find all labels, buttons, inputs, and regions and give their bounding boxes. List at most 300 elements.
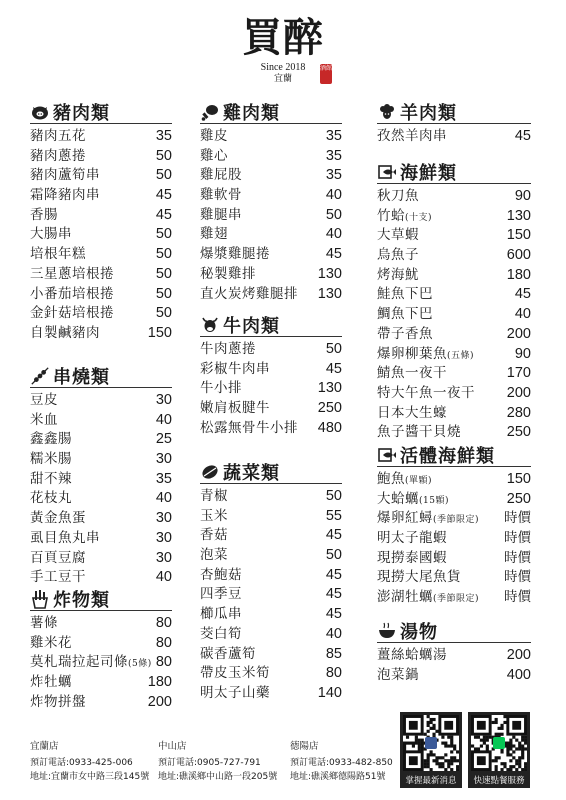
- menu-item-label: 牛肉蔥捲: [200, 341, 256, 357]
- menu-item: [200, 419, 342, 439]
- store-address: 地址:礁溪鄉德陽路51號: [290, 772, 386, 782]
- menu-item-name: [200, 399, 270, 419]
- menu-item-price: 35: [155, 128, 172, 144]
- store-phone: 預訂電話:0905-727-791: [158, 758, 261, 768]
- menu-item-name: [200, 265, 256, 285]
- menu-item-label: 培根年糕: [30, 246, 86, 263]
- menu-item-name: [377, 404, 447, 424]
- menu-item-price: 30: [155, 392, 172, 408]
- menu-item-note: (15顆): [419, 495, 449, 506]
- menu-item: [377, 207, 531, 227]
- skewer-icon: [30, 366, 50, 386]
- menu-item-name: [30, 186, 100, 206]
- menu-item: [377, 568, 531, 588]
- menu-item-price: 30: [155, 529, 172, 546]
- menu-item-name: [200, 507, 228, 527]
- menu-item-name: [30, 166, 100, 186]
- menu-item-label: 直火炭烤雞腿排: [200, 285, 298, 302]
- menu-item: [200, 147, 342, 167]
- section-veg: [200, 460, 342, 704]
- menu-item-label: 豬肉蔥捲: [30, 147, 86, 164]
- menu-item-price: 45: [514, 286, 531, 303]
- section-name: 湯物: [400, 621, 438, 643]
- section-name: 雞肉類: [223, 102, 280, 124]
- menu-item-price: 40: [155, 490, 172, 507]
- menu-item-label: 櫛瓜串: [200, 606, 242, 623]
- menu-item: [377, 305, 531, 325]
- menu-item-name: [377, 529, 447, 549]
- qr-code: [468, 712, 530, 774]
- menu-item-label: 雞腿串: [200, 206, 242, 223]
- lamb-icon: [377, 102, 397, 122]
- menu-item: [200, 546, 342, 566]
- menu-item: [200, 684, 342, 704]
- menu-item-label: 自製鹹豬肉: [30, 324, 100, 341]
- section-title: [200, 460, 342, 484]
- menu-item: [200, 605, 342, 625]
- cow-icon: [200, 315, 220, 335]
- menu-item: [30, 450, 172, 470]
- menu-item-price: 35: [325, 128, 342, 144]
- menu-item-label: 嫩肩板腱牛: [200, 400, 270, 417]
- menu-item: [30, 430, 172, 450]
- menu-item-price: 50: [155, 246, 172, 263]
- menu-item-label: 鯖魚一夜干: [377, 365, 447, 382]
- menu-item: [200, 186, 342, 206]
- menu-item-label: 鑫鑫腸: [30, 431, 72, 448]
- menu-item: [200, 645, 342, 665]
- menu-item-name: [377, 305, 433, 325]
- menu-item: [377, 588, 531, 608]
- menu-item-label: 花枝丸: [30, 490, 72, 507]
- menu-item-label: 牛小排: [200, 380, 242, 397]
- menu-item-price: 50: [155, 167, 172, 184]
- menu-item-name: [30, 634, 72, 654]
- logo-location: 宜蘭: [273, 74, 292, 84]
- menu-item-label: 雞米花: [30, 634, 72, 651]
- menu-item-name: [200, 285, 298, 305]
- menu-item-price: 30: [155, 549, 172, 566]
- menu-item-name: [200, 664, 270, 684]
- menu-item-label: 爆卵紅蟳: [377, 510, 433, 527]
- menu-item-price: 時價: [504, 530, 531, 547]
- menu-item: [30, 304, 172, 324]
- menu-item-price: 45: [325, 586, 342, 603]
- section-title: [377, 619, 531, 643]
- menu-item-label: 雞屁股: [200, 167, 242, 184]
- menu-item: [30, 186, 172, 206]
- menu-item-name: [30, 673, 72, 693]
- menu-item: [377, 187, 531, 207]
- menu-item-label: 現撈泰國蝦: [377, 549, 447, 566]
- menu-item-label: 青椒: [200, 488, 228, 504]
- line-icon: [493, 737, 505, 749]
- menu-item-name: [30, 549, 86, 569]
- menu-item-name: [30, 614, 58, 634]
- menu-item: [30, 391, 172, 411]
- menu-item-price: 150: [506, 471, 531, 487]
- menu-item-label: 糯米腸: [30, 451, 72, 468]
- menu-item-label: 玉米: [200, 507, 228, 524]
- menu-item-label: 雞軟骨: [200, 187, 242, 204]
- logo: [228, 14, 338, 98]
- menu-item-name: [377, 325, 433, 345]
- menu-item: [200, 360, 342, 380]
- menu-item-price: 50: [155, 265, 172, 282]
- menu-item-name: [200, 340, 256, 360]
- section-title: [377, 443, 531, 467]
- menu-item-price: 時價: [504, 589, 531, 606]
- menu-item: [30, 245, 172, 265]
- store-address: 地址:宜蘭市女中路三段145號: [30, 772, 150, 782]
- menu-item-name: [377, 187, 419, 207]
- menu-item-name: [200, 566, 242, 586]
- menu-item-name: [200, 245, 270, 265]
- menu-item: [377, 325, 531, 345]
- menu-item-label: 鮭魚下巴: [377, 286, 433, 303]
- logo-wordmark: 買醉: [242, 14, 324, 61]
- menu-item-price: 150: [506, 227, 531, 244]
- section-soup: [377, 619, 531, 685]
- menu-item-name: [30, 509, 86, 529]
- menu-item-label: 大蛤蠣: [377, 490, 419, 507]
- menu-item-name: [377, 568, 461, 588]
- menu-item-price: 30: [155, 451, 172, 468]
- menu-item-label: 澎湖牡蠣: [377, 589, 433, 606]
- menu-item: [377, 423, 531, 443]
- menu-item: [377, 646, 531, 666]
- menu-item-name: [30, 245, 86, 265]
- section-title: [30, 587, 172, 611]
- menu-item-label: 雞翅: [200, 226, 228, 243]
- menu-item-label: 明太子龍蝦: [377, 530, 447, 547]
- menu-item-price: 50: [155, 226, 172, 243]
- menu-item-name: [30, 450, 72, 470]
- section-live: [377, 443, 531, 608]
- menu-item-price: 130: [317, 265, 342, 282]
- menu-item: [200, 127, 342, 147]
- logo-since: Since 2018: [260, 62, 306, 73]
- menu-item-price: 180: [506, 266, 531, 283]
- qr-line[interactable]: [468, 712, 530, 788]
- menu-item-label: 黃金魚蛋: [30, 510, 86, 527]
- qr-code: [400, 712, 462, 774]
- menu-item: [30, 411, 172, 431]
- menu-item-price: 時價: [504, 549, 531, 566]
- menu-item: [200, 225, 342, 245]
- menu-item-price: 85: [325, 645, 342, 662]
- fish-icon: [377, 445, 397, 465]
- menu-item-note: (單顆): [405, 476, 433, 486]
- menu-item-name: [30, 147, 86, 167]
- menu-item-name: [377, 666, 419, 686]
- menu-item-name: [200, 645, 256, 665]
- menu-item: [30, 634, 172, 654]
- menu-item-label: 豬肉蘆筍串: [30, 167, 100, 184]
- menu-item-name: [200, 166, 242, 186]
- menu-item-name: [200, 186, 242, 206]
- menu-item: [200, 245, 342, 265]
- menu-item-note: (季節限定): [433, 515, 480, 526]
- menu-item-name: [30, 391, 58, 411]
- menu-item: [377, 529, 531, 549]
- menu-item: [200, 399, 342, 419]
- menu-item-name: [30, 430, 72, 450]
- menu-item-price: 50: [325, 206, 342, 223]
- menu-item-price: 50: [155, 147, 172, 164]
- menu-item-name: [377, 470, 432, 492]
- menu-item-name: [377, 646, 447, 666]
- menu-item-label: 秘製雞排: [200, 265, 256, 282]
- menu-item: [377, 364, 531, 384]
- store-address: 地址:礁溪鄉中山路一段205號: [158, 772, 278, 782]
- menu-item-price: 250: [317, 400, 342, 417]
- menu-item-price: 250: [506, 424, 531, 441]
- menu-item-price: 35: [325, 147, 342, 164]
- section-name: 蔬菜類: [223, 462, 280, 484]
- menu-item: [200, 526, 342, 546]
- menu-item-price: 250: [506, 490, 531, 507]
- menu-item-price: 40: [155, 411, 172, 428]
- menu-item-name: [30, 265, 114, 285]
- section-skewer: [30, 364, 172, 588]
- menu-item-label: 百頁豆腐: [30, 549, 86, 566]
- menu-item: [377, 549, 531, 569]
- menu-item-label: 特大午魚一夜干: [377, 384, 475, 401]
- menu-item: [200, 265, 342, 285]
- menu-item-name: [30, 206, 58, 226]
- section-title: [377, 100, 531, 124]
- store-name: 宜蘭店: [30, 741, 59, 752]
- qr-caption: 掌握最新消息: [400, 774, 462, 788]
- chicken-leg-icon: [200, 102, 220, 122]
- menu-item: [200, 206, 342, 226]
- store-zhongshan: [158, 740, 277, 784]
- pig-icon: [30, 102, 50, 122]
- menu-item-name: [377, 588, 479, 610]
- menu-item-name: [377, 226, 419, 246]
- qr-caption: 快速點餐服務: [468, 774, 530, 788]
- menu-item-price: 35: [155, 470, 172, 487]
- menu-item-name: [200, 546, 228, 566]
- menu-item-price: 170: [506, 365, 531, 382]
- menu-item: [200, 664, 342, 684]
- menu-item-name: [377, 345, 474, 367]
- menu-item-name: [30, 489, 72, 509]
- menu-item-name: [30, 693, 86, 713]
- menu-item-label: 豬肉五花: [30, 128, 86, 144]
- menu-item-label: 大腸串: [30, 226, 72, 243]
- menu-item-label: 魚子醬干貝燒: [377, 424, 461, 441]
- section-beef: [200, 313, 342, 438]
- menu-item-label: 秋刀魚: [377, 188, 419, 204]
- menu-item-name: [377, 207, 432, 229]
- menu-item-label: 莫札瑞拉起司條: [30, 654, 128, 671]
- section-title: [30, 364, 172, 388]
- menu-item-name: [30, 304, 114, 324]
- menu-item-price: 200: [506, 647, 531, 663]
- menu-item-name: [200, 684, 270, 704]
- menu-item: [377, 666, 531, 686]
- menu-item-label: 杏鮑菇: [200, 566, 242, 583]
- menu-item-label: 帶子香魚: [377, 325, 433, 342]
- menu-item-price: 50: [325, 341, 342, 357]
- menu-item: [30, 693, 172, 713]
- menu-item-price: 600: [506, 247, 531, 264]
- menu-item: [200, 566, 342, 586]
- menu-item: [30, 470, 172, 490]
- menu-item-name: [200, 487, 228, 507]
- menu-item-name: [30, 285, 114, 305]
- menu-item: [377, 285, 531, 305]
- menu-item: [377, 470, 531, 490]
- menu-item: [377, 509, 531, 529]
- menu-item-note: (5條): [128, 659, 152, 670]
- menu-item-price: 200: [147, 693, 172, 710]
- menu-item-price: 時價: [504, 510, 531, 527]
- menu-item-note: (季節限定): [433, 594, 480, 605]
- menu-item-price: 50: [325, 488, 342, 504]
- menu-item: [30, 166, 172, 186]
- menu-item-label: 炸物拼盤: [30, 693, 86, 710]
- menu-item-price: 45: [325, 527, 342, 544]
- menu-item-label: 香菇: [200, 527, 228, 544]
- menu-item: [30, 614, 172, 634]
- section-name: 炸物類: [53, 589, 110, 611]
- menu-item-price: 80: [155, 615, 172, 631]
- menu-item-label: 烏魚子: [377, 247, 419, 264]
- menu-item-label: 鯛魚下巴: [377, 306, 433, 323]
- menu-item-label: 泡菜鍋: [377, 666, 419, 683]
- section-name: 串燒類: [53, 366, 110, 388]
- menu-item-name: [200, 526, 228, 546]
- menu-item-price: 40: [325, 226, 342, 243]
- menu-item-note: (十支): [405, 212, 433, 223]
- menu-item-label: 茭白筍: [200, 625, 242, 642]
- fries-icon: [30, 589, 50, 609]
- menu-item-label: 金針菇培根捲: [30, 305, 114, 322]
- menu-item: [30, 147, 172, 167]
- menu-item: [30, 529, 172, 549]
- menu-item-name: [200, 379, 242, 399]
- menu-item-price: 90: [514, 188, 531, 204]
- menu-item-label: 小番茄培根捲: [30, 285, 114, 302]
- menu-item-label: 雞皮: [200, 128, 228, 144]
- menu-item-name: [30, 653, 152, 675]
- menu-item-label: 香腸: [30, 206, 58, 223]
- menu-item-price: 150: [147, 324, 172, 341]
- menu-item: [200, 585, 342, 605]
- menu-item-label: 豆皮: [30, 392, 58, 408]
- menu-item-label: 碳香蘆筍: [200, 645, 256, 662]
- menu-item-label: 四季豆: [200, 586, 242, 603]
- menu-item-name: [377, 364, 447, 384]
- menu-item-name: [200, 360, 270, 380]
- menu-item-price: 45: [325, 246, 342, 263]
- menu-item-price: 時價: [504, 569, 531, 586]
- menu-item-label: 甜不辣: [30, 470, 72, 487]
- menu-item-label: 現撈大尾魚貨: [377, 569, 461, 586]
- menu-item-note: (五條): [447, 350, 475, 361]
- menu-item-price: 40: [325, 625, 342, 642]
- section-name: 海鮮類: [400, 162, 457, 184]
- menu-item-price: 80: [155, 634, 172, 651]
- menu-item-label: 日本大生蠔: [377, 404, 447, 421]
- menu-item: [200, 340, 342, 360]
- menu-item-price: 140: [317, 684, 342, 701]
- menu-item-price: 45: [155, 187, 172, 204]
- section-chicken: [200, 100, 342, 304]
- section-name: 活體海鮮類: [400, 445, 495, 467]
- section-title: [200, 313, 342, 337]
- menu-item-label: 大草蝦: [377, 227, 419, 244]
- menu-item-name: [377, 246, 419, 266]
- section-lamb: [377, 100, 531, 147]
- menu-item-price: 50: [155, 285, 172, 302]
- menu-item-label: 薯條: [30, 615, 58, 631]
- menu-item-price: 50: [155, 305, 172, 322]
- menu-item: [30, 206, 172, 226]
- menu-item-price: 180: [147, 674, 172, 691]
- menu-item: [377, 384, 531, 404]
- menu-item-name: [377, 509, 479, 531]
- store-phone: 預訂電話:0933-425-006: [30, 758, 133, 768]
- menu-item: [377, 127, 531, 147]
- menu-item: [200, 487, 342, 507]
- menu-item-label: 霜降豬肉串: [30, 187, 100, 204]
- menu-item-name: [30, 127, 86, 147]
- menu-item: [30, 549, 172, 569]
- menu-item-name: [200, 419, 298, 439]
- menu-item: [30, 127, 172, 147]
- menu-item: [377, 266, 531, 286]
- menu-item: [377, 490, 531, 510]
- menu-item-label: 泡菜: [200, 547, 228, 564]
- menu-item-label: 竹蛤: [377, 207, 405, 224]
- menu-item-name: [200, 625, 242, 645]
- menu-item-name: [30, 470, 72, 490]
- section-title: [200, 100, 342, 124]
- section-name: 豬肉類: [53, 102, 110, 124]
- store-name: 德陽店: [290, 741, 319, 752]
- logo-seal: 酒館: [320, 64, 332, 84]
- menu-item: [200, 379, 342, 399]
- menu-item: [30, 673, 172, 693]
- menu-item-label: 松露無骨牛小排: [200, 419, 298, 436]
- menu-item-price: 90: [514, 345, 531, 362]
- menu-item: [30, 225, 172, 245]
- menu-item: [200, 507, 342, 527]
- qr-facebook[interactable]: [400, 712, 462, 788]
- menu-item-label: 雞心: [200, 147, 228, 164]
- menu-item-price: 35: [325, 167, 342, 184]
- menu-item-name: [30, 225, 72, 245]
- menu-item-label: 虱目魚丸串: [30, 529, 100, 546]
- menu-item-price: 400: [506, 666, 531, 683]
- menu-item: [200, 625, 342, 645]
- menu-item-name: [200, 585, 242, 605]
- menu-item-name: [200, 225, 228, 245]
- menu-item: [377, 404, 531, 424]
- facebook-icon: [425, 737, 437, 749]
- leaf-icon: [200, 462, 220, 482]
- menu-item-price: 40: [325, 187, 342, 204]
- section-fried: [30, 587, 172, 712]
- bowl-icon: [377, 621, 397, 641]
- menu-item: [30, 489, 172, 509]
- menu-item-name: [377, 490, 449, 512]
- store-name: 中山店: [158, 741, 187, 752]
